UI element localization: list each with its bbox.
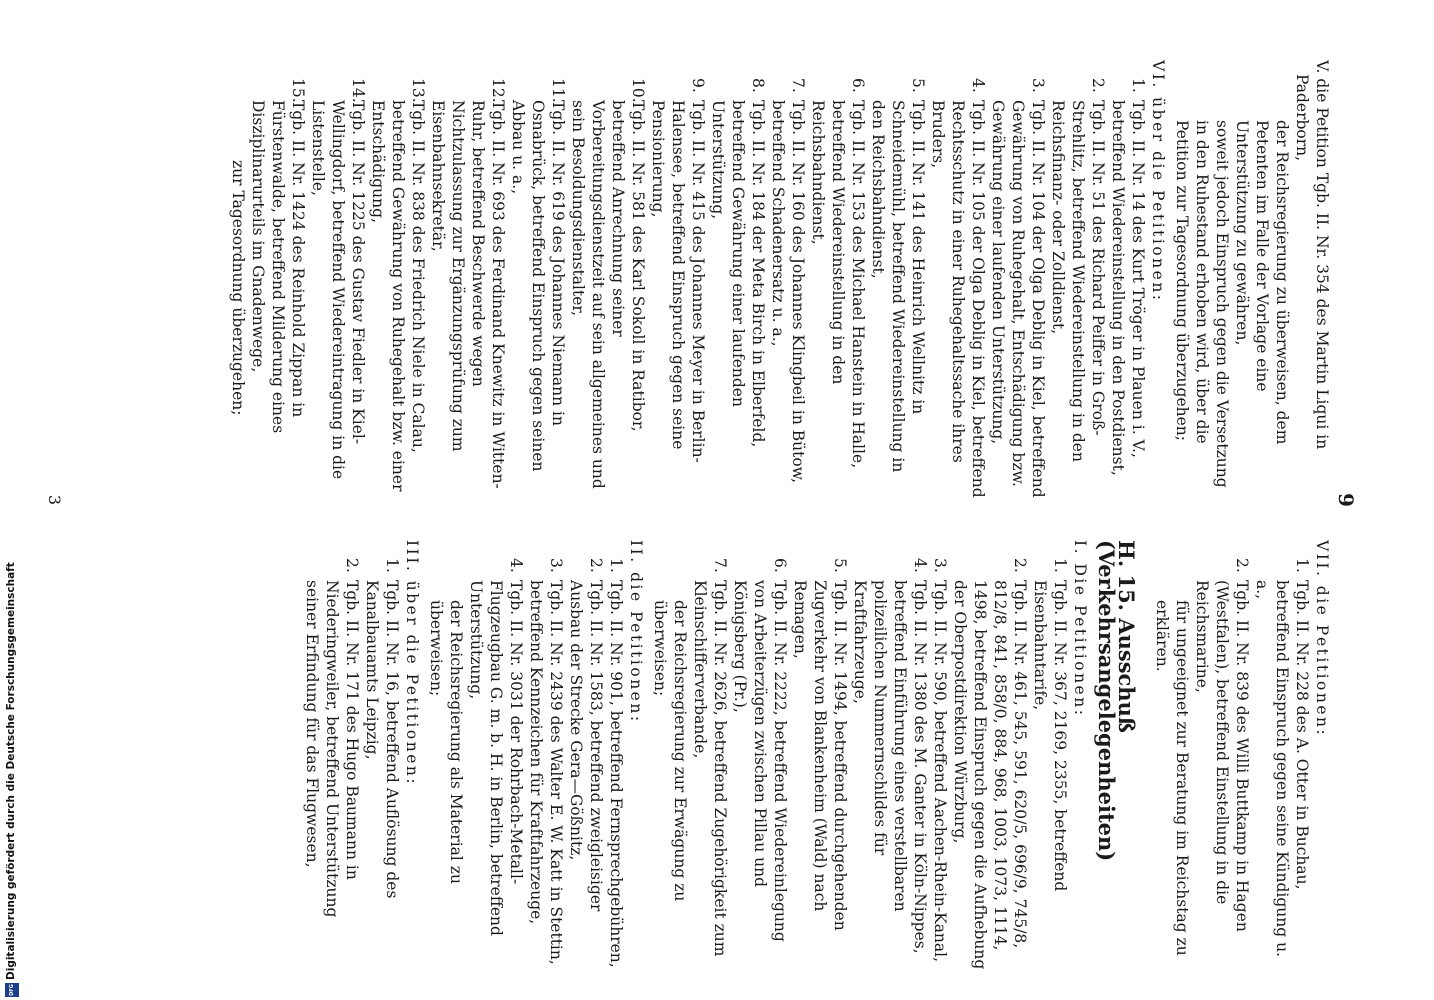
item-number: 1. — [1293, 558, 1311, 573]
digitization-credit: Digitalisierung gefördert durch die Deutsche Forschungsgemeinschaft — [5, 562, 17, 980]
list-item — [1252, 540, 1312, 970]
item-text: Tgb. II. Nr. 2222, betreffend Wiedereinlegung von Arbeiterzügen zwischen Pillau und Königsberg (Pr.), — [731, 580, 789, 942]
section-vii-closing: für ungeeignet zur Beratung im Reichstag zu erklären. — [1153, 600, 1191, 956]
list-item — [302, 540, 362, 970]
item-text: Tgb. II. Nr. 901, betreffend Fernsprechgebühren, — [607, 580, 625, 968]
list-item — [730, 540, 790, 970]
section-iii-head: III. über die Petitionen: — [403, 540, 421, 787]
item-number: 5. — [831, 558, 849, 573]
item-text: Tgb. II. Nr. 16, betreffend Auflösung des Kanalbauamts Leipzig, — [363, 580, 401, 899]
section-vii — [1152, 540, 1332, 970]
section-vi-items — [248, 60, 1148, 500]
list-item — [308, 60, 368, 500]
list-item — [568, 60, 648, 500]
item-text: Tgb. II. Nr. 153 des Michael Hanstein in Halle, betreffend Wiedereinstellung in den Reichsbahndienst, — [809, 100, 867, 469]
item-number: 3. — [931, 558, 949, 573]
item-number: 1. — [1129, 78, 1147, 93]
item-number: 8. — [749, 78, 767, 93]
section-vi-head: VI. über die Petitionen: — [1149, 60, 1167, 303]
right-column — [298, 540, 1332, 970]
item-number: 7. — [789, 78, 807, 93]
item-number: 3. — [1029, 78, 1047, 93]
item-text: Tgb. II. Nr. 141 des Heinrich Wellnitz in Schneidemühl, betreffend Wiedereinstellung in den Reichsbahndienst, — [869, 100, 927, 473]
item-number: 13. — [409, 78, 427, 103]
item-text: Tgb. II. Nr. 415 des Johannes Meyer in Berlin-Halensee, betreffend Einspruch gegen seine Pensionierung, — [649, 100, 707, 463]
section-vii-head: VII. die Petitionen: — [1313, 540, 1331, 738]
item-text: Tgb. II. Nr. 184 der Meta Birch in Elberfeld, betreffend Gewährung einer laufenden Unterstützung, — [709, 100, 767, 448]
item-number: 10. — [629, 78, 647, 103]
item-text: Tgb. II. Nr. 590, betreffend Aachen-Rhein-Kanal, — [931, 580, 949, 963]
item-number: 7. — [711, 558, 729, 573]
list-item — [466, 540, 526, 970]
section-i-head: I. Die Petitionen: — [1071, 540, 1089, 718]
item-number: 2. — [1011, 558, 1029, 573]
list-item — [566, 540, 606, 970]
item-number: 4. — [507, 558, 525, 573]
item-number: 14. — [349, 78, 367, 103]
list-item — [368, 60, 428, 500]
item-number: 2. — [587, 558, 605, 573]
item-text: Tgb. II. Nr. 2626, betreffend Zugehörigkeit zum Kleinschifferverbande, — [691, 580, 729, 957]
section-ii-closing: der Reichsregierung als Material zu überweisen; — [427, 600, 465, 884]
item-text: Tgb. II. Nr. 3031 der Rohrbach-Metall-Flugzeugbau G. m. b. H. in Berlin, betreffend Unterstützung, — [467, 580, 525, 936]
item-text: Tgb. II. Nr. 104 der Olga Deblig in Kiel, betreffend Gewährung von Ruhegehalt, Entschädigung bzw. Gewährung einer laufenden Unterstützung, — [989, 100, 1047, 498]
item-text: Tgb. II. Nr. 51 des Richard Peiffer in Groß-Strehlitz, betreffend Wiedereinstellung in den Reichsfinanz- oder Zolldienst, — [1049, 100, 1107, 462]
item-number: 15. — [289, 78, 307, 103]
item-number: 4. — [969, 78, 987, 93]
list-item — [526, 540, 566, 970]
item-number: 6. — [771, 558, 789, 573]
item-number: 2. — [1089, 78, 1107, 93]
item-text: Tgb. II. Nr. 228 des A. Otter in Buchau, betreffend Einspruch gegen seine Kündigung u. a., — [1253, 580, 1311, 958]
item-text: Tgb. II. Nr. 693 des Ferdinand Knewitz in Witten-Ruhr, betreffend Beschwerde wegen Nichtzulassung zur Ergänzungsprüfung zum Eisenbahnsekretär, — [429, 100, 507, 489]
page-number: 9 — [1334, 493, 1358, 507]
item-number: 2. — [1233, 558, 1251, 573]
list-item — [928, 60, 988, 500]
item-number: 4. — [911, 558, 929, 573]
item-number: 12. — [489, 78, 507, 103]
list-item — [508, 60, 568, 500]
section-i — [650, 540, 1090, 970]
item-text: Tgb. II. Nr. 1494, betreffend durchgehenden Zugverkehr von Blankenheim (Wald) nach Remagen, — [791, 580, 849, 931]
item-text: Tgb. II. Nr. 171 des Hugo Baumann in Niederingweiler, betreffend Unterstützung seiner Erfindung für das Flugwesen, — [303, 580, 361, 918]
item-number: 11. — [549, 78, 567, 103]
list-item — [988, 60, 1048, 500]
list-item — [1048, 60, 1108, 500]
item-text: Tgb. II. Nr. 160 des Johannes Klingbeil in Bütow, betreffend Schadenersatz u. a., — [769, 100, 807, 484]
section-i-closing: der Reichsregierung zur Erwägung zu überweisen; — [651, 600, 689, 902]
item-text: Tgb. II. Nr. 14 des Kurt Tröger in Plauen i. V., betreffend Wiedereinstellung in den Postdienst, — [1109, 100, 1147, 476]
committee-heading: H. 15. Ausschuß (Verkehrsangelegenheiten) — [1094, 540, 1139, 862]
section-v-closing-1: der Reichsregierung zu überweisen, dem Petenten im Falle der Vorlage eine Unterstützung zu gewähren, — [1233, 120, 1291, 445]
section-v-closing-2: soweit jedoch Einspruch gegen die Versetzung in den Ruhestand erhoben wird, über die Petition zur Tagesordnung überzugehen; — [1173, 120, 1231, 488]
item-text: Tgb. II. Nr. 1225 des Gustav Fiedler in Kiel-Wellingdorf, betreffend Wiedereintragung in die Listenstelle, — [309, 100, 367, 480]
list-item — [708, 60, 768, 500]
item-text: Tgb. II. Nr. 1380 des M. Ganter in Köln-Nippes, betreffend Einführung eines verstellbaren polizeilichen Nummernschildes für Kraftfahrzeuge, — [851, 580, 929, 954]
list-item — [362, 540, 402, 970]
section-ii-head: II. die Petitionen: — [627, 540, 645, 724]
section-vi — [228, 60, 1168, 500]
list-item — [808, 60, 868, 500]
item-text: Tgb. II. Nr. 838 des Friedrich Niele in Calau, betreffend Gewährung von Ruhegehalt bzw. einer Entschädigung, — [369, 100, 427, 492]
list-item — [248, 60, 308, 500]
list-item — [950, 540, 1030, 970]
item-text: Tgb. II. Nr. 2439 des Walter E. W. Katt in Stettin, betreffend Kennzeichen für Kraftfahrzeuge, — [527, 580, 565, 965]
list-item — [690, 540, 730, 970]
item-number: 2. — [343, 558, 361, 573]
list-item — [790, 540, 850, 970]
list-item — [648, 60, 708, 500]
section-iii — [302, 540, 422, 970]
item-text: Tgb. II. Nr. 839 des Willi Buttkamp in Hagen (Westfalen), betreffend Einstellung in die Reichsmarine, — [1193, 580, 1251, 932]
list-item — [1108, 60, 1148, 500]
item-text: Tgb. II. Nr. 105 der Olga Deblig in Kiel, betreffend Rechtsschutz in einer Ruhegehaltssache ihres Bruders, — [929, 100, 987, 498]
item-number: 1. — [607, 558, 625, 573]
dfg-logo-icon: DFG — [5, 983, 19, 997]
item-text: Tgb. II. Nr. 581 des Karl Sokoll in Ratibor, betreffend Anrechnung seiner Vorbereitungsdienstzeit auf sein allgemeines und sein Besoldungsdienstalter, — [569, 100, 647, 489]
list-item — [606, 540, 626, 970]
list-item — [930, 540, 950, 970]
section-v — [1172, 60, 1332, 500]
section-v-head: V. die Petition Tgb. II. Nr. 354 des Martin Liqui in Paderborn, — [1293, 60, 1331, 450]
item-number: 6. — [849, 78, 867, 93]
item-text: Tgb. II. Nr. 461, 545, 591, 620/5, 696/9, 745/8, 812/8, 841, 858/0, 884, 968, 1003, 1073, 1114, 1498, betreffend Einspruch gegen die Aufhebung der Oberpostdirektion Würzburg, — [951, 580, 1029, 970]
list-item — [768, 60, 808, 500]
left-column — [224, 60, 1332, 500]
item-text: Tgb. II. Nr. 619 des Johannes Niemann in Osnabrück, betreffend Einspruch gegen seinen Abbau u. a., — [509, 100, 567, 472]
item-text: Tgb. II. Nr. 1424 des Reinhold Zippan in Fürstenwalde, betreffend Milderung eines Disziplinarurteils im Gnadenwege, — [249, 100, 307, 434]
sheet-mark: 3 — [45, 494, 64, 506]
list-item — [1192, 540, 1252, 970]
list-item — [868, 60, 928, 500]
item-text: Tgb. II. Nr. 367, 2169, 2355, betreffend Eisenbahntarife, — [1031, 580, 1069, 892]
item-number: 1. — [383, 558, 401, 573]
item-number: 9. — [689, 78, 707, 93]
item-number: 1. — [1051, 558, 1069, 573]
item-number: 3. — [547, 558, 565, 573]
item-number: 5. — [909, 78, 927, 93]
list-item — [850, 540, 930, 970]
section-vi-closing: zur Tagesordnung überzugehen; — [229, 160, 247, 416]
list-item — [428, 60, 508, 500]
list-item — [1030, 540, 1070, 970]
section-ii — [426, 540, 646, 970]
item-text: Tgb. II. Nr. 1583, betreffend zweigleisiger Ausbau der Strecke Gera—Gößnitz, — [567, 580, 605, 912]
